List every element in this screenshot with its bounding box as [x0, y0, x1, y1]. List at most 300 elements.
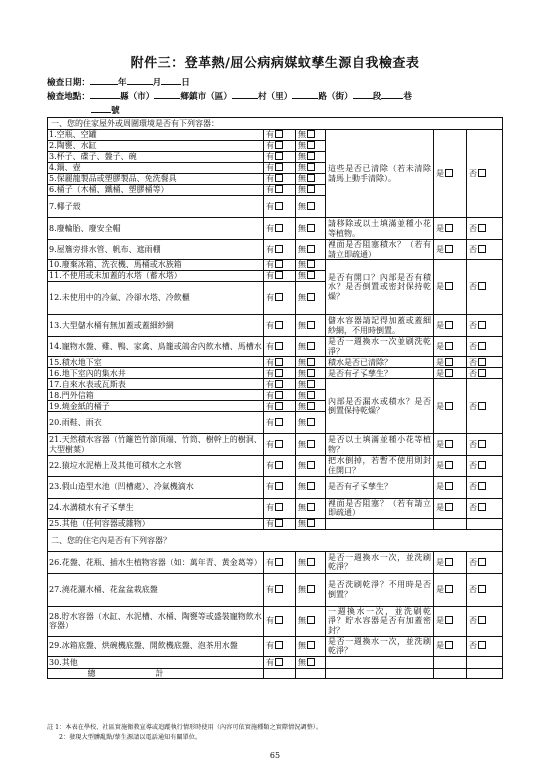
yes-checkbox[interactable] [275, 461, 283, 469]
no-label: 無 [298, 401, 306, 411]
no-cell [296, 185, 326, 196]
yes-check-checkbox[interactable] [445, 169, 453, 177]
total-cell[interactable] [296, 668, 326, 678]
day-field[interactable] [161, 75, 181, 85]
no-label: 無 [298, 223, 306, 233]
table-row [48, 260, 503, 271]
no-checkbox[interactable] [307, 585, 315, 593]
footnotes [47, 723, 322, 743]
yes-check-label: 是 [436, 440, 444, 450]
yes-check-label: 是 [436, 282, 444, 292]
no-label: 無 [298, 320, 306, 330]
item-label: 11.不使用或未加蓋的水塔（蓄水塔） [48, 271, 264, 282]
yes-check-label: 是 [436, 461, 444, 471]
no-checkbox[interactable] [307, 174, 315, 182]
yes-cell [264, 412, 296, 434]
yes-checkbox[interactable] [275, 321, 283, 329]
yes-cell [264, 390, 296, 401]
no-check-cell [467, 315, 503, 337]
no-label: 無 [298, 130, 306, 140]
yes-checkbox[interactable] [275, 503, 283, 511]
item-label: 24.水溝積水有孑孓孳生 [48, 498, 264, 518]
yes-check-checkbox[interactable] [445, 245, 453, 253]
yes-checkbox[interactable] [275, 185, 283, 193]
yes-check-checkbox[interactable] [445, 282, 453, 290]
item-label: 15.積水地下室 [48, 357, 264, 368]
yes-checkbox[interactable] [275, 260, 283, 268]
no-checkbox[interactable] [307, 380, 315, 388]
yes-label: 有 [266, 519, 274, 529]
no-check-checkbox[interactable] [478, 440, 486, 448]
check-empty [467, 656, 503, 668]
yes-cell [264, 271, 296, 282]
yes-checkbox[interactable] [275, 293, 283, 301]
no-cell [296, 240, 326, 260]
no-check-label: 否 [469, 585, 477, 595]
yes-checkbox[interactable] [275, 402, 283, 410]
no-checkbox[interactable] [307, 130, 315, 138]
no-checkbox[interactable] [307, 271, 315, 279]
no-check-checkbox[interactable] [478, 558, 486, 566]
section-1-title: 一、您的住家屋外或周圍環境是否有下列容器： [48, 118, 503, 130]
item-label: 13.大型儲水桶有無加蓋或蓋細紗網 [48, 315, 264, 337]
no-check-cell [467, 240, 503, 260]
no-cell [296, 636, 326, 656]
no-check-checkbox[interactable] [478, 358, 486, 366]
no-checkbox[interactable] [307, 369, 315, 377]
advice-text: 積水是否已清除？ [326, 357, 434, 368]
item-label: 6.桶子（木桶、鐵桶、塑膠桶等） [48, 185, 264, 196]
yes-check-cell [434, 636, 467, 656]
yes-checkbox[interactable] [275, 245, 283, 253]
no-checkbox[interactable] [307, 321, 315, 329]
table-row [48, 606, 503, 636]
township-label: 鄉鎮市（區） [180, 92, 232, 102]
no-cell [296, 390, 326, 401]
no-check-label: 否 [469, 440, 477, 450]
advice-text: 裡面是否阻塞積水？（若有請立即疏通） [326, 240, 434, 260]
no-label: 無 [298, 260, 306, 270]
yes-cell [264, 163, 296, 174]
advice-text: 是否有孑孓孳生？ [326, 476, 434, 498]
yes-check-checkbox[interactable] [445, 224, 453, 232]
yes-label: 有 [266, 418, 274, 428]
yes-label: 有 [266, 244, 274, 254]
no-check-checkbox[interactable] [478, 461, 486, 469]
yes-check-checkbox[interactable] [445, 461, 453, 469]
yes-cell [264, 185, 296, 196]
table-row [48, 130, 503, 141]
yes-cell [264, 401, 296, 412]
no-label: 無 [298, 357, 306, 367]
no-check-checkbox[interactable] [478, 503, 486, 511]
yes-label: 有 [266, 616, 274, 626]
yes-checkbox[interactable] [275, 616, 283, 624]
item-label: 10.廢棄冰箱、洗衣機、馬桶或水族箱 [48, 260, 264, 271]
yes-cell [264, 260, 296, 271]
yes-cell [264, 337, 296, 357]
no-check-checkbox[interactable] [478, 169, 486, 177]
no-checkbox[interactable] [307, 152, 315, 160]
no-label: 無 [298, 342, 306, 352]
yes-cell [264, 130, 296, 141]
item-label: 9.屋簷旁排水管、帆布、遮雨棚 [48, 240, 264, 260]
item-label: 19.燒金紙的桶子 [48, 401, 264, 412]
table-row [48, 368, 503, 379]
note-2: 2：發現大型髒亂點/孳生源請以電話通知有關單位。 [59, 734, 202, 741]
no-check-checkbox[interactable] [478, 245, 486, 253]
yes-cell [264, 141, 296, 152]
yes-checkbox[interactable] [275, 271, 283, 279]
yes-check-checkbox[interactable] [445, 369, 453, 377]
yes-cell [264, 315, 296, 337]
date-label: 檢查日期： [47, 78, 90, 88]
no-label: 無 [298, 657, 306, 667]
item-label: 21.天然積水容器（竹籬笆竹節頂端、竹筒、樹幹上的樹洞、大型樹葉） [49, 435, 262, 454]
no-label: 無 [298, 152, 306, 162]
item-label: 22.猿垃水泥樁上及其他可積水之水管 [48, 456, 264, 476]
yes-cell [264, 498, 296, 518]
yes-check-checkbox[interactable] [445, 402, 453, 410]
yes-checkbox[interactable] [275, 585, 283, 593]
township-field[interactable] [154, 89, 180, 99]
no-checkbox[interactable] [307, 616, 315, 624]
table-row [48, 476, 503, 498]
yes-check-cell [434, 476, 467, 498]
yes-checkbox[interactable] [275, 519, 283, 527]
yes-check-cell [434, 315, 467, 337]
yes-cell [264, 476, 296, 498]
yes-label: 有 [266, 390, 274, 400]
no-check-cell [467, 476, 503, 498]
no-checkbox[interactable] [307, 185, 315, 193]
advice-text: 請移除或以土填滿並種小花等植物。 [326, 218, 434, 240]
yes-check-label: 是 [436, 482, 444, 492]
yes-label: 有 [266, 357, 274, 367]
yes-label: 有 [266, 657, 274, 667]
month-field[interactable] [127, 75, 153, 85]
yes-cell [264, 218, 296, 240]
no-cell [296, 218, 326, 240]
no-check-cell [467, 434, 503, 456]
no-check-checkbox[interactable] [478, 224, 486, 232]
table-row [48, 379, 503, 390]
table-row [48, 656, 503, 668]
no-check-cell [467, 456, 503, 476]
no-checkbox[interactable] [307, 245, 315, 253]
number-line [91, 103, 120, 116]
no-cell [296, 518, 326, 529]
no-checkbox[interactable] [307, 482, 315, 490]
item-label: 26.花盤、花瓶、插水生植物容器（如：萬年青、黃金葛等） [48, 551, 264, 573]
yes-label: 有 [266, 368, 274, 378]
form-title: 附件三：登革熱/屈公病病媒蚊孳生源自我檢查表 [130, 56, 420, 71]
no-check-cell [467, 357, 503, 368]
item-label: 16.地下室內的集水井 [48, 368, 264, 379]
advice-text: 這些是否已清除（若未清除請馬上動手清除）。 [326, 130, 434, 218]
yes-checkbox[interactable] [275, 482, 283, 490]
no-cell [296, 551, 326, 573]
no-check-label: 否 [469, 482, 477, 492]
table-row [48, 218, 503, 240]
no-check-cell [467, 337, 503, 357]
table-row [48, 315, 503, 337]
no-label: 無 [298, 201, 306, 211]
lane-field[interactable] [381, 89, 403, 99]
no-label: 無 [298, 519, 306, 529]
item-label: 28.貯水容器（水缸、水泥槽、水桶、陶甕等或盛裝寵物飲水容器） [48, 606, 264, 636]
no-checkbox[interactable] [307, 641, 315, 649]
yes-label: 有 [266, 482, 274, 492]
no-label: 無 [298, 293, 306, 303]
section-label: 段 [372, 92, 382, 102]
yes-check-checkbox[interactable] [445, 585, 453, 593]
no-checkbox[interactable] [307, 461, 315, 469]
yes-check-checkbox[interactable] [445, 616, 453, 624]
yes-check-label: 是 [436, 557, 444, 567]
item-label: 2.陶甕、水缸 [48, 141, 264, 152]
yes-label: 有 [266, 641, 274, 651]
no-check-checkbox[interactable] [478, 616, 486, 624]
total-cell[interactable] [467, 668, 503, 678]
yes-check-cell [434, 434, 467, 456]
village-field[interactable] [232, 89, 258, 99]
yes-checkbox[interactable] [275, 641, 283, 649]
no-check-checkbox[interactable] [478, 282, 486, 290]
no-checkbox[interactable] [307, 342, 315, 350]
section-field[interactable] [353, 89, 373, 99]
advice-text: 一週換水一次，並洗刷乾淨？貯水容器是否有加蓋密封？ [326, 606, 434, 636]
yes-checkbox[interactable] [275, 358, 283, 366]
yes-label: 有 [266, 163, 274, 173]
no-checkbox[interactable] [307, 440, 315, 448]
advice-text: 儲水容器請記得加蓋或蓋細紗網，不用時倒置。 [326, 315, 434, 337]
no-cell [296, 315, 326, 337]
no-checkbox[interactable] [307, 163, 315, 171]
item-label: 3.杯子、碟子、盤子、碗 [48, 152, 264, 163]
item-label: 18.門外信箱 [48, 390, 264, 401]
advice-text: 內部是否漏水或積水？是否倒置保持乾燥？ [326, 379, 434, 434]
yes-check-checkbox[interactable] [445, 558, 453, 566]
yes-checkbox[interactable] [275, 658, 283, 666]
yes-label: 有 [266, 503, 274, 513]
no-checkbox[interactable] [307, 141, 315, 149]
no-checkbox[interactable] [307, 293, 315, 301]
no-cell [296, 141, 326, 152]
no-label: 無 [298, 379, 306, 389]
no-checkbox[interactable] [307, 418, 315, 426]
road-label: 路（街） [318, 92, 353, 102]
yes-checkbox[interactable] [275, 369, 283, 377]
no-checkbox[interactable] [307, 391, 315, 399]
item-label: 8.廢輪胎、廢安全帽 [48, 218, 264, 240]
yes-label: 有 [266, 557, 274, 567]
no-checkbox[interactable] [307, 558, 315, 566]
yes-checkbox[interactable] [275, 558, 283, 566]
note-1: 註 1：本表在學校、社區實施衛教宣導或追蹤執行情形時使用（內容可依實施種類之實際情況調整）。 [47, 724, 323, 731]
no-checkbox[interactable] [307, 202, 315, 210]
advice-text: 是否一週換水一次，並洗刷乾淨？ [326, 551, 434, 573]
check-empty [434, 656, 467, 668]
item-label: 30.其他 [48, 656, 264, 668]
advice-text: 是否一週換水一次並刷洗乾淨？ [326, 337, 434, 357]
yes-cell [264, 152, 296, 163]
table-row [48, 337, 503, 357]
yes-label: 有 [266, 271, 274, 281]
no-check-cell [467, 636, 503, 656]
yes-checkbox[interactable] [275, 391, 283, 399]
yes-cell [264, 434, 296, 456]
no-label: 無 [298, 174, 306, 184]
no-label: 無 [298, 244, 306, 254]
no-checkbox[interactable] [307, 260, 315, 268]
yes-check-cell [434, 573, 467, 606]
total-label: 總計 [48, 668, 264, 678]
no-cell [296, 152, 326, 163]
yes-check-label: 是 [436, 503, 444, 513]
no-check-checkbox[interactable] [478, 369, 486, 377]
county-label: 縣（市） [119, 92, 155, 102]
yes-label: 有 [266, 260, 274, 270]
no-check-label: 否 [469, 461, 477, 471]
no-checkbox[interactable] [307, 224, 315, 232]
day-label: 日 [181, 78, 190, 88]
no-checkbox[interactable] [307, 519, 315, 527]
table-row [48, 357, 503, 368]
yes-label: 有 [266, 440, 274, 450]
item-label: 14.寵物水盤、雞、鴨、家禽、鳥籠或鴿舍內飲水槽、馬槽水 [48, 337, 264, 357]
number-label: 號 [111, 106, 120, 116]
table-row [48, 498, 503, 518]
yes-label: 有 [266, 130, 274, 140]
no-cell [296, 434, 326, 456]
no-check-label: 否 [469, 557, 477, 567]
no-check-checkbox[interactable] [478, 402, 486, 410]
no-check-cell [467, 260, 503, 315]
yes-check-label: 是 [436, 320, 444, 330]
yes-checkbox[interactable] [275, 418, 283, 426]
location-line [47, 89, 412, 102]
no-check-checkbox[interactable] [478, 482, 486, 490]
yes-cell [264, 368, 296, 379]
yes-cell [264, 456, 296, 476]
yes-checkbox[interactable] [275, 163, 283, 171]
year-label: 年 [117, 78, 127, 88]
yes-label: 有 [266, 461, 274, 471]
year-field[interactable] [90, 75, 118, 85]
no-check-label: 否 [469, 342, 477, 352]
item-label: 27.澆花灑水桶、花盆盆栽底盤 [48, 573, 264, 606]
yes-label: 有 [266, 342, 274, 352]
advice-text: 是否一週換水一次，並洗刷乾淨？ [326, 636, 434, 656]
section-1 [48, 118, 503, 130]
no-checkbox[interactable] [307, 358, 315, 366]
no-check-checkbox[interactable] [478, 641, 486, 649]
table-row [48, 240, 503, 260]
date-line [47, 75, 190, 88]
yes-checkbox[interactable] [275, 342, 283, 350]
yes-check-checkbox[interactable] [445, 641, 453, 649]
no-label: 無 [298, 163, 306, 173]
yes-checkbox[interactable] [275, 141, 283, 149]
no-label: 無 [298, 641, 306, 651]
no-cell [296, 271, 326, 282]
yes-checkbox[interactable] [275, 224, 283, 232]
advice-empty [326, 518, 434, 529]
no-label: 無 [298, 616, 306, 626]
yes-check-label: 是 [436, 641, 444, 651]
yes-cell [264, 379, 296, 390]
item-label: 5.保麗龍製品或塑膠製品、免洗餐具 [48, 174, 264, 185]
yes-checkbox[interactable] [275, 174, 283, 182]
no-cell [296, 401, 326, 412]
yes-check-checkbox[interactable] [445, 321, 453, 329]
yes-cell [264, 636, 296, 656]
advice-text: 是否洗刷乾淨？不用時是否倒置？ [326, 573, 434, 606]
no-check-checkbox[interactable] [478, 342, 486, 350]
check-empty [434, 518, 467, 529]
no-label: 無 [298, 271, 306, 281]
yes-check-checkbox[interactable] [445, 342, 453, 350]
no-check-checkbox[interactable] [478, 321, 486, 329]
no-cell [296, 379, 326, 390]
total-cell[interactable] [326, 668, 434, 678]
no-cell [296, 412, 326, 434]
no-check-checkbox[interactable] [478, 585, 486, 593]
no-check-label: 否 [469, 223, 477, 233]
county-field[interactable] [90, 89, 120, 99]
yes-check-checkbox[interactable] [445, 503, 453, 511]
road-field[interactable] [292, 89, 318, 99]
yes-check-cell [434, 368, 467, 379]
item-label: 1.空瓶、空罐 [48, 130, 264, 141]
no-check-label: 否 [469, 616, 477, 626]
item-label: 4.鍋、壺 [48, 163, 264, 174]
village-label: 村（里） [257, 92, 293, 102]
yes-checkbox[interactable] [275, 152, 283, 160]
no-check-label: 否 [469, 282, 477, 292]
yes-check-label: 是 [436, 401, 444, 411]
no-checkbox[interactable] [307, 503, 315, 511]
total-cell[interactable] [264, 668, 296, 678]
no-check-label: 否 [469, 168, 477, 178]
yes-check-checkbox[interactable] [445, 482, 453, 490]
yes-checkbox[interactable] [275, 130, 283, 138]
no-label: 無 [298, 440, 306, 450]
item-label: 12.未使用中的冷氣、冷卻水塔、冷飲櫃 [48, 282, 264, 315]
no-checkbox[interactable] [307, 402, 315, 410]
no-cell [296, 337, 326, 357]
yes-check-cell [434, 240, 467, 260]
yes-cell [264, 656, 296, 668]
yes-check-cell [434, 498, 467, 518]
no-checkbox[interactable] [307, 658, 315, 666]
no-cell [296, 174, 326, 185]
no-label: 無 [298, 418, 306, 428]
no-cell [296, 476, 326, 498]
yes-checkbox[interactable] [275, 380, 283, 388]
number-field[interactable] [91, 103, 111, 113]
total-cell[interactable] [434, 668, 467, 678]
yes-checkbox[interactable] [275, 440, 283, 448]
yes-check-checkbox[interactable] [445, 440, 453, 448]
no-check-label: 否 [469, 368, 477, 378]
yes-label: 有 [266, 185, 274, 195]
no-label: 無 [298, 461, 306, 471]
yes-check-checkbox[interactable] [445, 358, 453, 366]
yes-checkbox[interactable] [275, 202, 283, 210]
table-row [48, 434, 503, 456]
